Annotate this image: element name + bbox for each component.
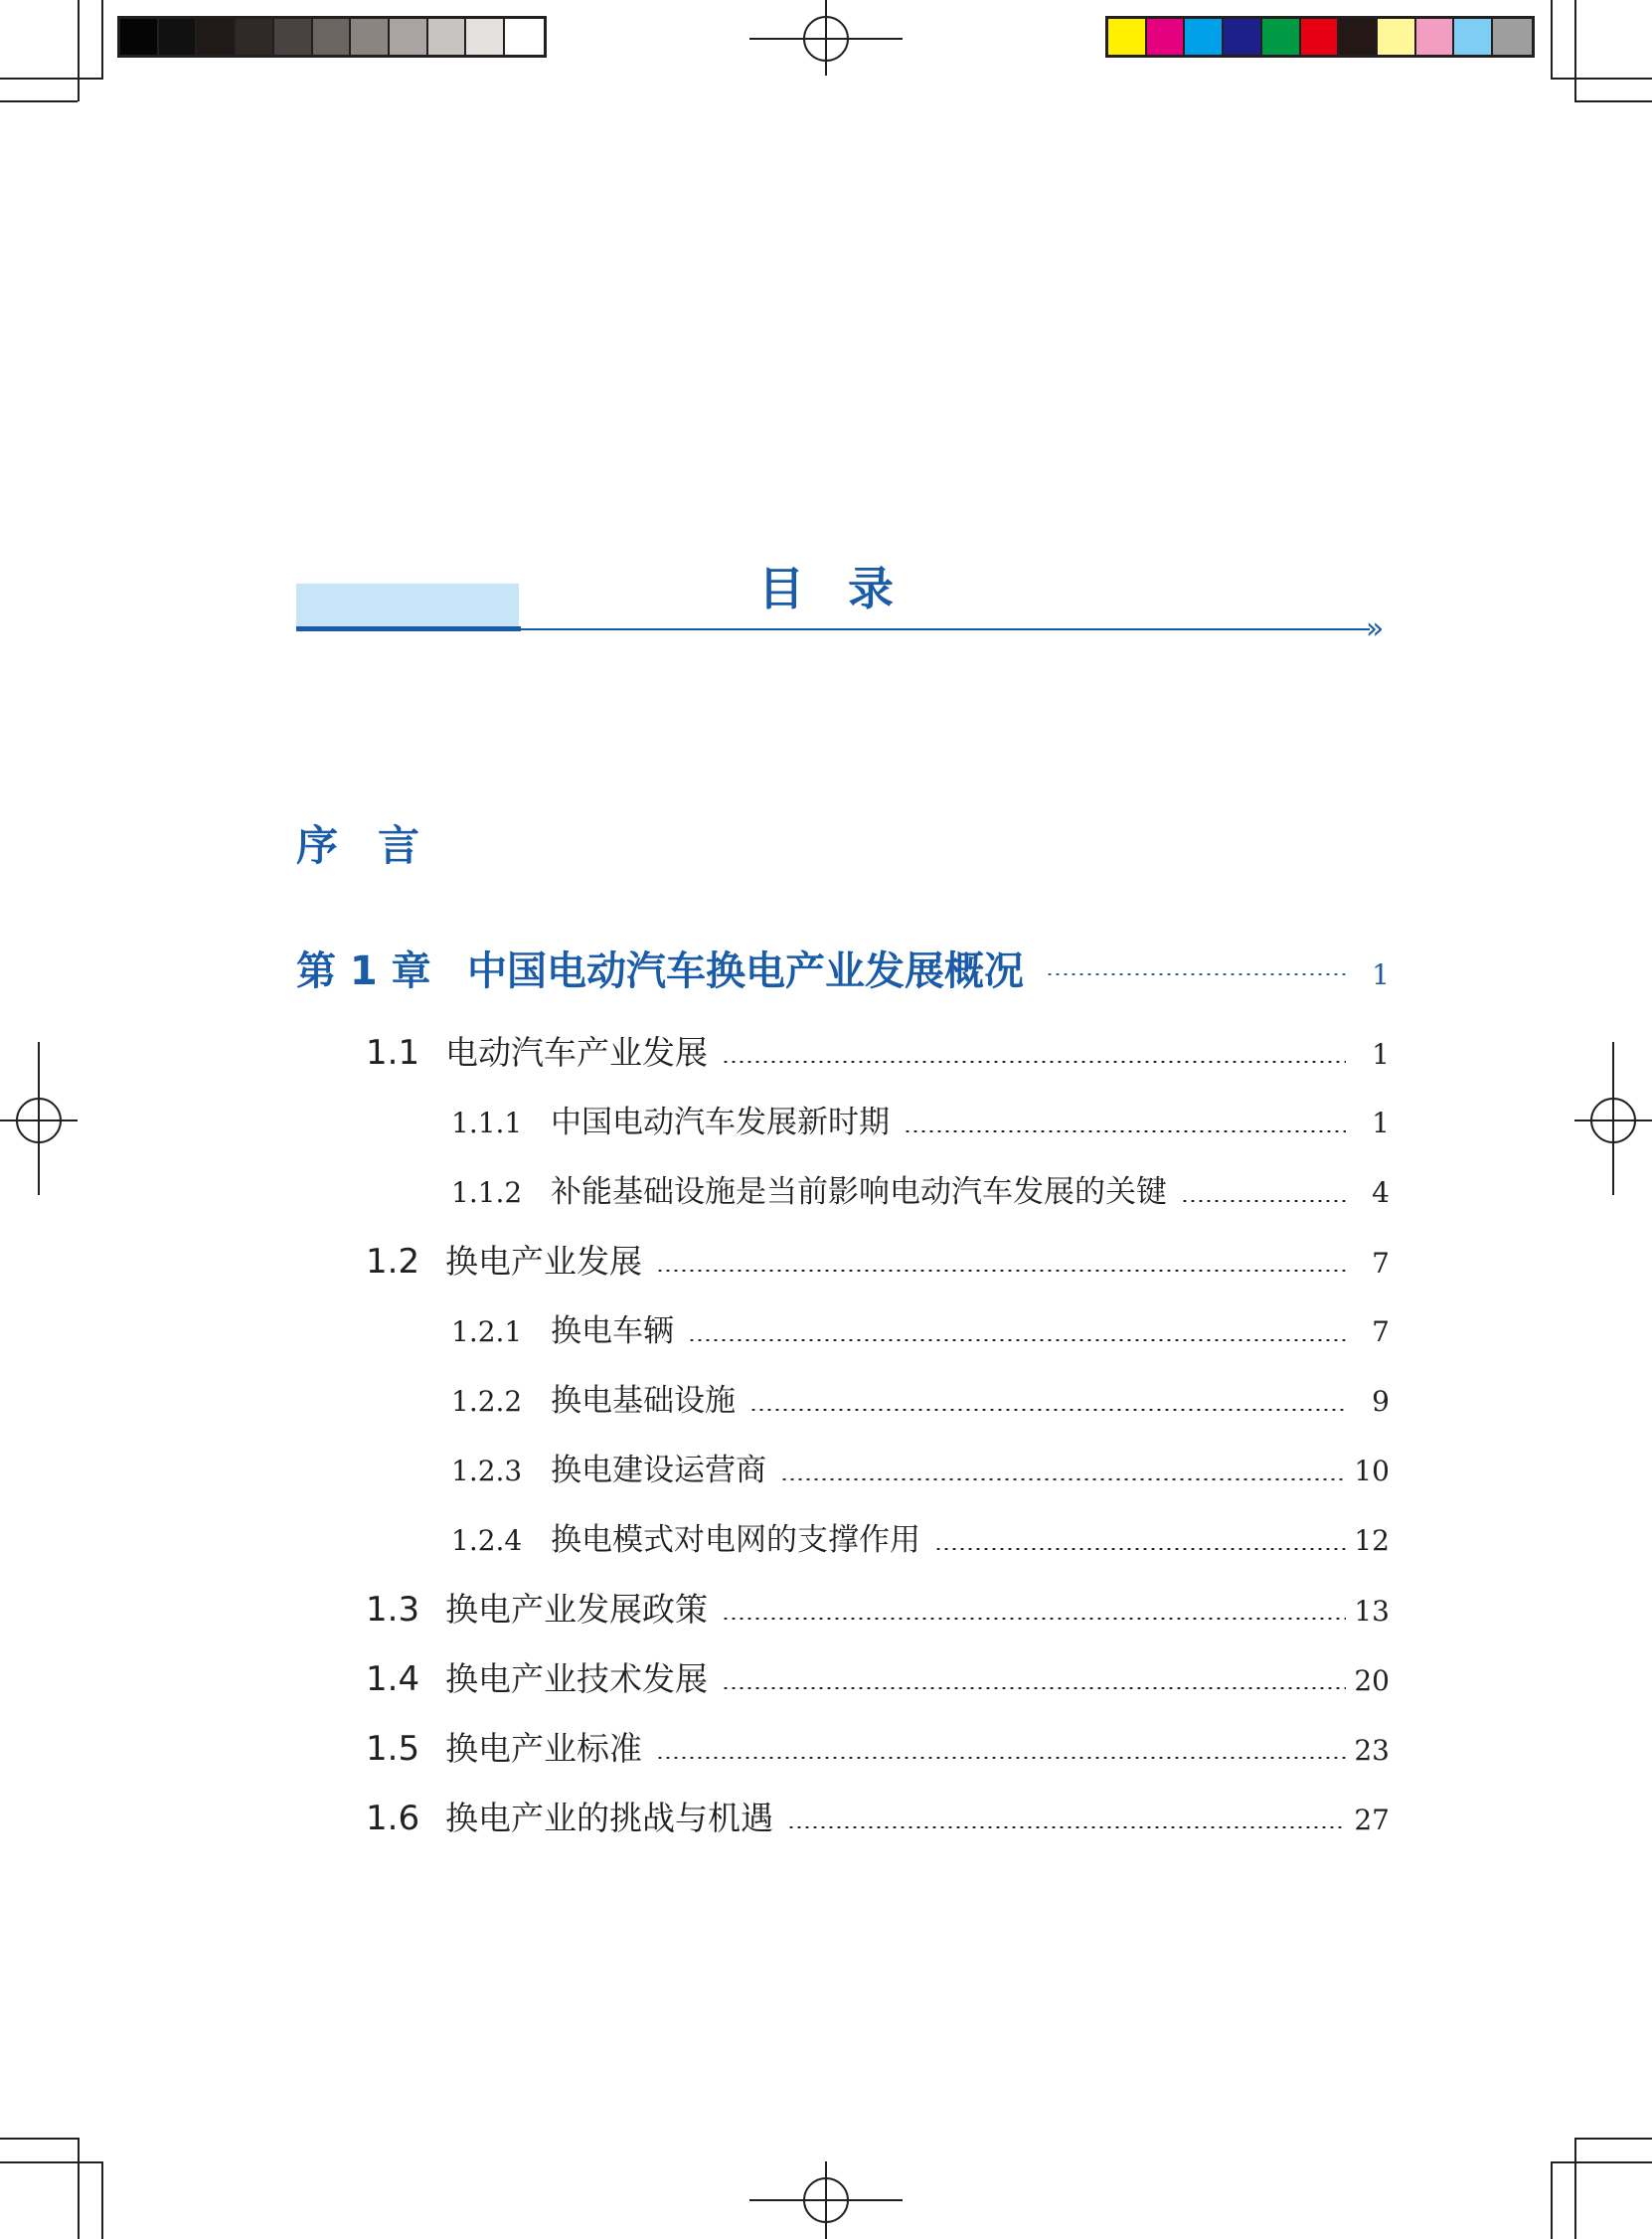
toc-page-number: 20 [1354, 1664, 1390, 1697]
toc-entry-title: 换电产业发展 [445, 1242, 642, 1281]
toc-entry-number: 1.6 [366, 1799, 420, 1838]
toc-section-entry[interactable] [0, 1027, 1652, 1077]
calibration-swatch [1147, 19, 1186, 55]
calibration-swatch [1262, 19, 1301, 55]
toc-entry-title: 换电产业技术发展 [445, 1659, 708, 1698]
toc-page-number: 1 [1372, 958, 1390, 991]
toc-page-number: 12 [1354, 1524, 1390, 1557]
toc-section-entry[interactable] [0, 1793, 1652, 1842]
toc-entry-title: 中国电动汽车换电产业发展概况 [467, 948, 1024, 994]
toc-entry-number: 1.1.1 [451, 1107, 523, 1139]
toc-entry-number: 1.4 [366, 1659, 420, 1699]
toc-entry-title: 电动汽车产业发展 [445, 1033, 708, 1072]
crop-mark [0, 100, 78, 102]
toc-entry-number: 1.2.1 [451, 1315, 523, 1348]
toc-subsection-entry[interactable] [0, 1097, 1652, 1146]
crop-mark [1574, 100, 1652, 102]
toc-entry-number: 1.2.4 [451, 1524, 523, 1557]
toc-page-number: 13 [1354, 1595, 1390, 1628]
dot-leader [1046, 973, 1346, 975]
dot-leader [749, 1409, 1346, 1411]
toc-subsection-entry[interactable] [0, 1514, 1652, 1564]
calibration-swatch [351, 19, 390, 55]
dot-leader [656, 1757, 1346, 1759]
crop-mark [1574, 2138, 1652, 2140]
toc-entry-number: 第 1 章 [296, 948, 431, 994]
toc-entry-title: 换电产业标准 [445, 1729, 642, 1768]
dot-leader [722, 1618, 1346, 1620]
dot-leader [688, 1339, 1346, 1341]
toc-entry-title: 换电基础设施 [551, 1383, 736, 1419]
calibration-swatch [159, 19, 198, 55]
calibration-swatch [1454, 19, 1493, 55]
title-rule [519, 628, 1370, 630]
toc-page-number: 23 [1354, 1734, 1390, 1767]
toc-subsection-entry[interactable] [0, 1375, 1652, 1425]
crop-mark [1574, 0, 1576, 101]
dot-leader [780, 1478, 1346, 1480]
dot-leader [722, 1061, 1346, 1063]
crop-mark [78, 0, 80, 101]
toc-entry-title: 换电模式对电网的支撑作用 [551, 1522, 920, 1558]
page-title: 目录 [758, 562, 937, 615]
crop-mark [1551, 2161, 1652, 2163]
toc-subsection-entry[interactable] [0, 1166, 1652, 1216]
calibration-swatch [466, 19, 505, 55]
toc-chapter-entry[interactable] [0, 940, 1652, 994]
title-underline-accent [296, 626, 521, 631]
crop-mark [1551, 0, 1553, 78]
crop-mark [0, 2138, 78, 2140]
calibration-swatch [1185, 19, 1224, 55]
dot-leader [787, 1826, 1346, 1828]
grayscale-calibration-bar [117, 16, 547, 58]
toc-section-entry[interactable] [0, 1653, 1652, 1703]
toc-entry-title: 换电产业的挑战与机遇 [445, 1799, 773, 1837]
toc-subsection-entry[interactable] [0, 1305, 1652, 1355]
crop-mark [78, 2138, 80, 2239]
color-calibration-bar [1105, 16, 1535, 58]
toc-page-number: 7 [1372, 1247, 1390, 1280]
toc-entry-number: 1.2 [366, 1242, 420, 1282]
toc-page-number: 9 [1372, 1385, 1390, 1418]
toc-entry-number: 1.2.2 [451, 1385, 523, 1418]
crop-mark [0, 78, 103, 80]
dot-leader [722, 1687, 1346, 1689]
calibration-swatch [1301, 19, 1340, 55]
toc-entry-number: 1.3 [366, 1590, 420, 1630]
crop-mark [101, 0, 103, 78]
toc-page-number: 7 [1372, 1315, 1390, 1348]
toc-page-number: 1 [1372, 1107, 1390, 1139]
calibration-swatch [1108, 19, 1147, 55]
toc-entry-number: 1.2.3 [451, 1455, 523, 1487]
calibration-swatch [1416, 19, 1455, 55]
toc-entry-number: 1.1.2 [451, 1176, 523, 1209]
dot-leader [1181, 1200, 1346, 1202]
dot-leader [904, 1130, 1346, 1132]
calibration-swatch [1339, 19, 1378, 55]
calibration-swatch [1378, 19, 1416, 55]
toc-entry-number: 1.1 [366, 1033, 420, 1073]
toc-page-number: 10 [1354, 1455, 1390, 1487]
toc-section-entry[interactable] [0, 1236, 1652, 1286]
preface-heading: 序言 [296, 821, 460, 870]
crop-mark [1551, 2161, 1553, 2239]
calibration-swatch [120, 19, 159, 55]
calibration-swatch [1493, 19, 1532, 55]
toc-entry-number: 1.5 [366, 1729, 420, 1769]
dot-leader [656, 1270, 1346, 1272]
dot-leader [934, 1548, 1346, 1550]
toc-entry-title: 换电建设运营商 [551, 1453, 766, 1488]
toc-page-number: 27 [1354, 1804, 1390, 1836]
crop-mark [0, 2161, 103, 2163]
toc-section-entry[interactable] [0, 1723, 1652, 1773]
calibration-swatch [197, 19, 236, 55]
toc-entry-title: 换电车辆 [551, 1313, 674, 1349]
calibration-swatch [505, 19, 544, 55]
toc-page-number: 4 [1372, 1176, 1390, 1209]
toc-entry-title: 补能基础设施是当前影响电动汽车发展的关键 [551, 1174, 1167, 1210]
calibration-swatch [313, 19, 352, 55]
toc-subsection-entry[interactable] [0, 1445, 1652, 1494]
double-chevron-right-icon: » [1366, 611, 1385, 646]
toc-entry-title: 中国电动汽车发展新时期 [551, 1105, 890, 1140]
calibration-swatch [1224, 19, 1262, 55]
toc-section-entry[interactable] [0, 1584, 1652, 1634]
crop-mark [1551, 78, 1652, 80]
crop-mark [101, 2161, 103, 2239]
calibration-swatch [274, 19, 313, 55]
calibration-swatch [390, 19, 428, 55]
toc-page-number: 1 [1372, 1038, 1390, 1071]
calibration-swatch [428, 19, 467, 55]
crop-mark [1574, 2138, 1576, 2239]
toc-entry-title: 换电产业发展政策 [445, 1590, 708, 1629]
calibration-swatch [236, 19, 274, 55]
